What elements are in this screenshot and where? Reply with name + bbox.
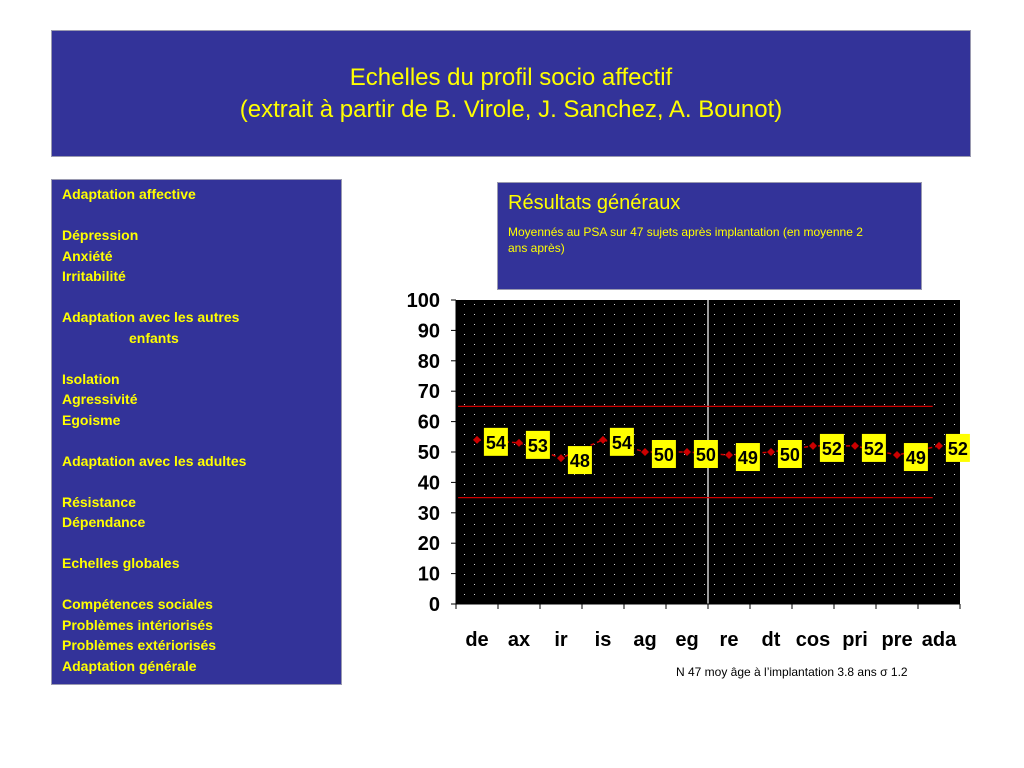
- data-label-ag: 50: [653, 445, 674, 465]
- scale-item-problemes-exteriorises: Problèmes extériorisés: [62, 637, 217, 653]
- data-label-is: 54: [611, 432, 632, 453]
- results-title: Résultats généraux: [508, 192, 681, 214]
- scale-item-problemes-interiorises: Problèmes intériorisés: [62, 616, 213, 633]
- footnote: [676, 665, 908, 679]
- data-label-pri: 52: [863, 438, 884, 459]
- x-tick-label-ag: ag: [633, 629, 657, 651]
- scale-item-irritabilite: Irritabilité: [62, 268, 126, 284]
- scale-item-echelles-globales: Echelles globales: [62, 555, 180, 571]
- footnote-value: 1.2: [890, 665, 908, 679]
- data-label-pre: 49: [905, 448, 926, 469]
- scale-item-egoisme: Egoisme: [62, 411, 121, 428]
- scale-item-adaptation-autres-enfants-text: Adaptation avec les autres: [62, 309, 240, 325]
- data-label-dt: 50: [779, 445, 800, 465]
- scale-item-agressivite: Agressivité: [62, 391, 138, 407]
- y-tick-label: 50: [417, 442, 440, 464]
- y-tick-label: 0: [428, 594, 440, 616]
- x-tick-label-eg: eg: [675, 629, 699, 651]
- data-label-ax: 53: [527, 435, 548, 456]
- scale-item-adaptation-adultes: Adaptation avec les adultes: [62, 452, 247, 469]
- data-label-eg: 50: [695, 445, 716, 465]
- x-tick-label-ir: ir: [554, 629, 568, 651]
- scale-item-dependance: Dépendance: [62, 514, 146, 530]
- slide-title-line2: (extrait à partir de B. Virole, J. Sanchez, A. Bounot): [239, 95, 783, 123]
- x-tick-label-de: de: [465, 629, 489, 651]
- results-subtitle: Moyennés au PSA sur 47 sujets après implantation (en moyenne 2 ans après): [508, 225, 863, 255]
- data-label-ir: 48: [569, 451, 590, 472]
- data-label-cos: 52: [821, 438, 842, 459]
- x-tick-label-re: re: [719, 629, 739, 651]
- scale-item-resistance: Résistance: [62, 493, 136, 510]
- x-tick-label-dt: dt: [761, 629, 781, 651]
- y-tick-label: 100: [406, 290, 440, 312]
- scale-item-competences-sociales: Compétences sociales: [62, 596, 213, 612]
- data-label-de: 54: [485, 432, 506, 453]
- data-label-ada: 52: [947, 438, 968, 459]
- x-tick-label-ada: ada: [921, 629, 957, 651]
- y-tick-label: 90: [417, 320, 440, 343]
- y-tick-label: 10: [417, 563, 440, 586]
- footnote-sigma: σ: [880, 665, 888, 679]
- scale-item-adaptation-autres-enfants-continuation: enfants: [129, 329, 179, 346]
- scale-item-isolation: Isolation: [62, 370, 120, 387]
- x-tick-label-pri: pri: [842, 629, 868, 651]
- scale-item-depression: Dépression: [62, 227, 139, 243]
- scale-item-adaptation-affective: Adaptation affective: [62, 186, 196, 202]
- footnote-text: N 47 moy âge à l’implantation 3.8 ans: [676, 665, 877, 679]
- data-label-re: 49: [737, 448, 758, 469]
- scale-item-adaptation-generale: Adaptation générale: [62, 657, 197, 674]
- x-tick-label-is: is: [594, 629, 612, 651]
- y-tick-label: 30: [417, 502, 440, 525]
- x-tick-label-ax: ax: [507, 629, 531, 651]
- y-tick-label: 80: [417, 350, 440, 373]
- y-tick-label: 60: [417, 411, 440, 434]
- x-tick-label-cos: cos: [795, 629, 831, 651]
- y-tick-label: 20: [417, 533, 440, 556]
- x-tick-label-pre: pre: [881, 629, 913, 651]
- y-tick-label: 70: [417, 381, 440, 404]
- scale-item-anxiete: Anxiété: [62, 247, 113, 264]
- slide-title-line1: Echelles du profil socio affectif: [349, 63, 673, 91]
- y-tick-label: 40: [417, 472, 440, 495]
